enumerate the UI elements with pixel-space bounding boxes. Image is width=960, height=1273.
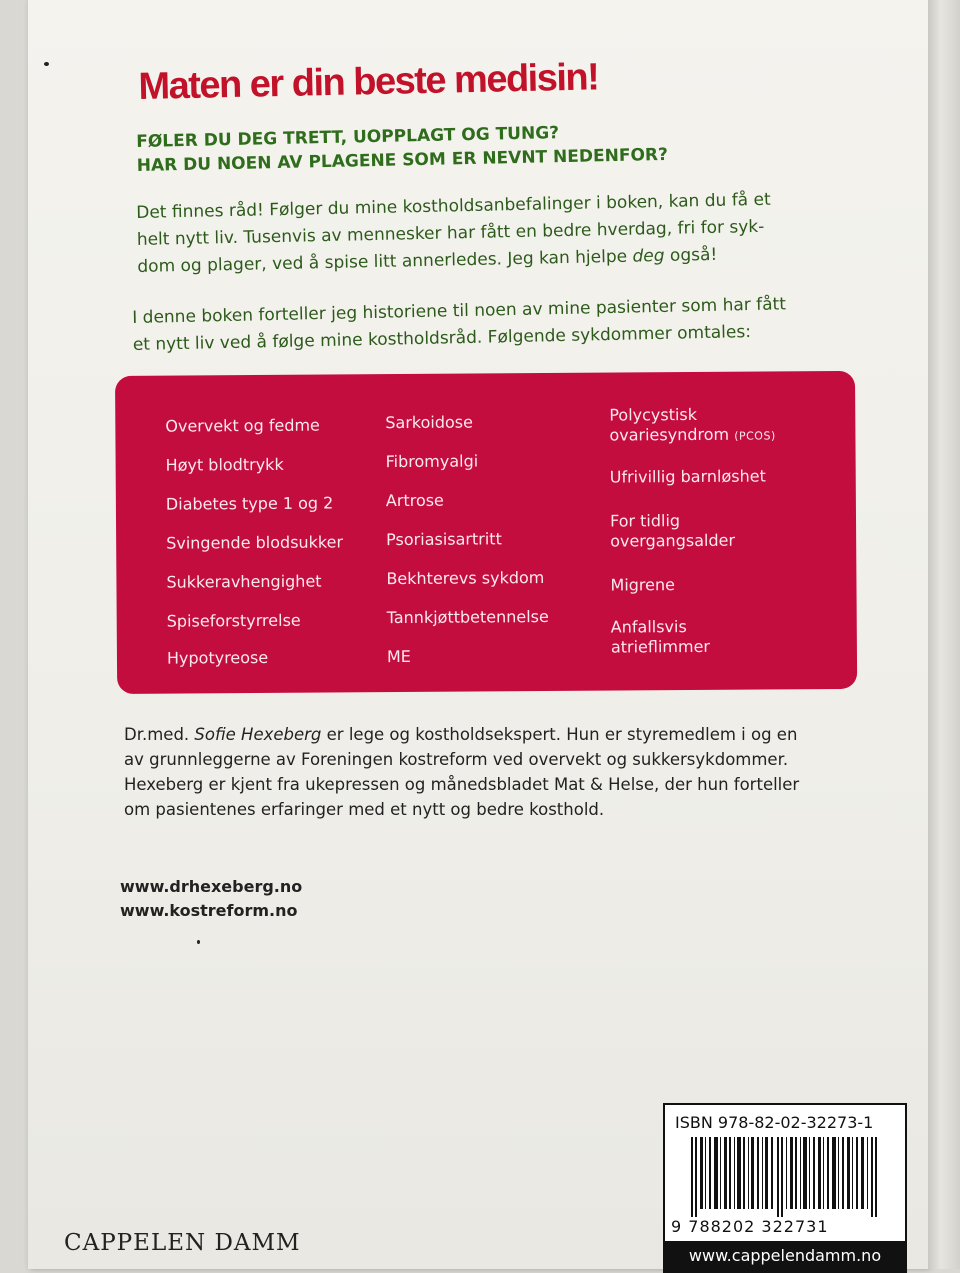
disease-item: Høyt blodtrykk bbox=[165, 454, 284, 475]
disease-item: Anfallsvis bbox=[610, 617, 687, 637]
author-name: Sofie Hexeberg bbox=[194, 725, 322, 744]
disease-item: Diabetes type 1 og 2 bbox=[165, 493, 334, 514]
publisher-website: www.cappelendamm.no bbox=[665, 1241, 905, 1271]
speck-mark bbox=[44, 62, 49, 66]
disease-abbr: (PCOS) bbox=[734, 429, 776, 443]
disease-item: atrieflimmer bbox=[610, 636, 711, 657]
disease-item: Sukkeravhengighet bbox=[166, 571, 322, 592]
paragraph-text: dom og plager, ved å spise litt annerledes. Jeg kan hjelpe bbox=[137, 246, 633, 277]
paragraph-line: helt nytt liv. Tusenvis av mennesker har fått en bedre hverdag, fri for syk- bbox=[136, 216, 765, 250]
disease-item: Svingende blodsukker bbox=[166, 532, 344, 553]
barcode-box bbox=[663, 1103, 907, 1273]
author-bio bbox=[124, 722, 864, 822]
disease-item: Polycystisk bbox=[609, 404, 698, 425]
barcode-icon bbox=[691, 1137, 887, 1217]
disease-item: Artrose bbox=[385, 490, 444, 511]
subheading-line: HAR DU NOEN AV PLAGENE SOM ER NEVNT NEDENFOR? bbox=[136, 144, 669, 176]
disease-item: For tidlig bbox=[609, 511, 681, 531]
subheading-line: FØLER DU DEG TRETT, UOPPLAGT OG TUNG? bbox=[136, 123, 560, 152]
paragraph-text: også! bbox=[664, 244, 718, 266]
speck-mark bbox=[197, 940, 200, 944]
intro-paragraph bbox=[136, 185, 838, 281]
bio-line: av grunnleggerne av Foreningen kostreform ved overvekt og sukkersykdommer. bbox=[124, 750, 789, 769]
disease-item: Ufrivillig barnløshet bbox=[609, 466, 766, 487]
disease-item: ME bbox=[386, 646, 411, 667]
isbn-label: ISBN 978-82-02-32273-1 bbox=[675, 1113, 874, 1132]
disease-text: ovariesyndrom bbox=[609, 424, 730, 445]
paragraph-line: et nytt liv ved å følge mine kostholdsråd. Følgende sykdommer omtales: bbox=[132, 322, 752, 355]
disease-item: Bekhterevs sykdom bbox=[386, 568, 545, 589]
disease-item: Psoriasisartritt bbox=[386, 529, 502, 550]
website-url: www.drhexeberg.no bbox=[120, 877, 303, 896]
publisher-logo: CAPPELEN DAMM bbox=[64, 1230, 301, 1256]
paragraph-line: Det finnes råd! Følger du mine kostholdsanbefalinger i boken, kan du få et bbox=[136, 189, 771, 223]
emphasis-text: deg bbox=[632, 245, 665, 267]
paragraph-line: I denne boken forteller jeg historiene til noen av mine pasienter som har fått bbox=[132, 294, 787, 328]
disease-item: overgangsalder bbox=[610, 530, 736, 551]
bio-line: om pasientenes erfaringer med et nytt og bedre kosthold. bbox=[124, 800, 605, 819]
disease-item: Sarkoidose bbox=[385, 412, 473, 433]
disease-item: Spiseforstyrrelse bbox=[166, 610, 301, 631]
barcode-digits: 9 788202 322731 bbox=[671, 1217, 829, 1236]
bio-line bbox=[124, 722, 864, 747]
disease-item: Tannkjøttbetennelse bbox=[386, 606, 549, 628]
disease-item: Migrene bbox=[610, 575, 676, 595]
website-links bbox=[120, 875, 302, 923]
website-url: www.kostreform.no bbox=[120, 901, 298, 920]
page-title: Maten er din beste medisin! bbox=[138, 56, 599, 108]
bio-text: er lege og kostholdsekspert. Hun er styremedlem i og en bbox=[321, 725, 798, 744]
disease-item: Overvekt og fedme bbox=[165, 415, 320, 436]
disease-item: Hypotyreose bbox=[166, 647, 269, 668]
bio-line: Hexeberg er kjent fra ukepressen og månedsbladet Mat & Helse, der hun forteller bbox=[124, 775, 800, 794]
bio-text: Dr.med. bbox=[124, 725, 195, 744]
disease-item: Fibromyalgi bbox=[385, 451, 479, 472]
book-spine-edge bbox=[928, 0, 960, 1269]
disease-item bbox=[609, 423, 775, 447]
disease-list-panel bbox=[115, 371, 857, 694]
